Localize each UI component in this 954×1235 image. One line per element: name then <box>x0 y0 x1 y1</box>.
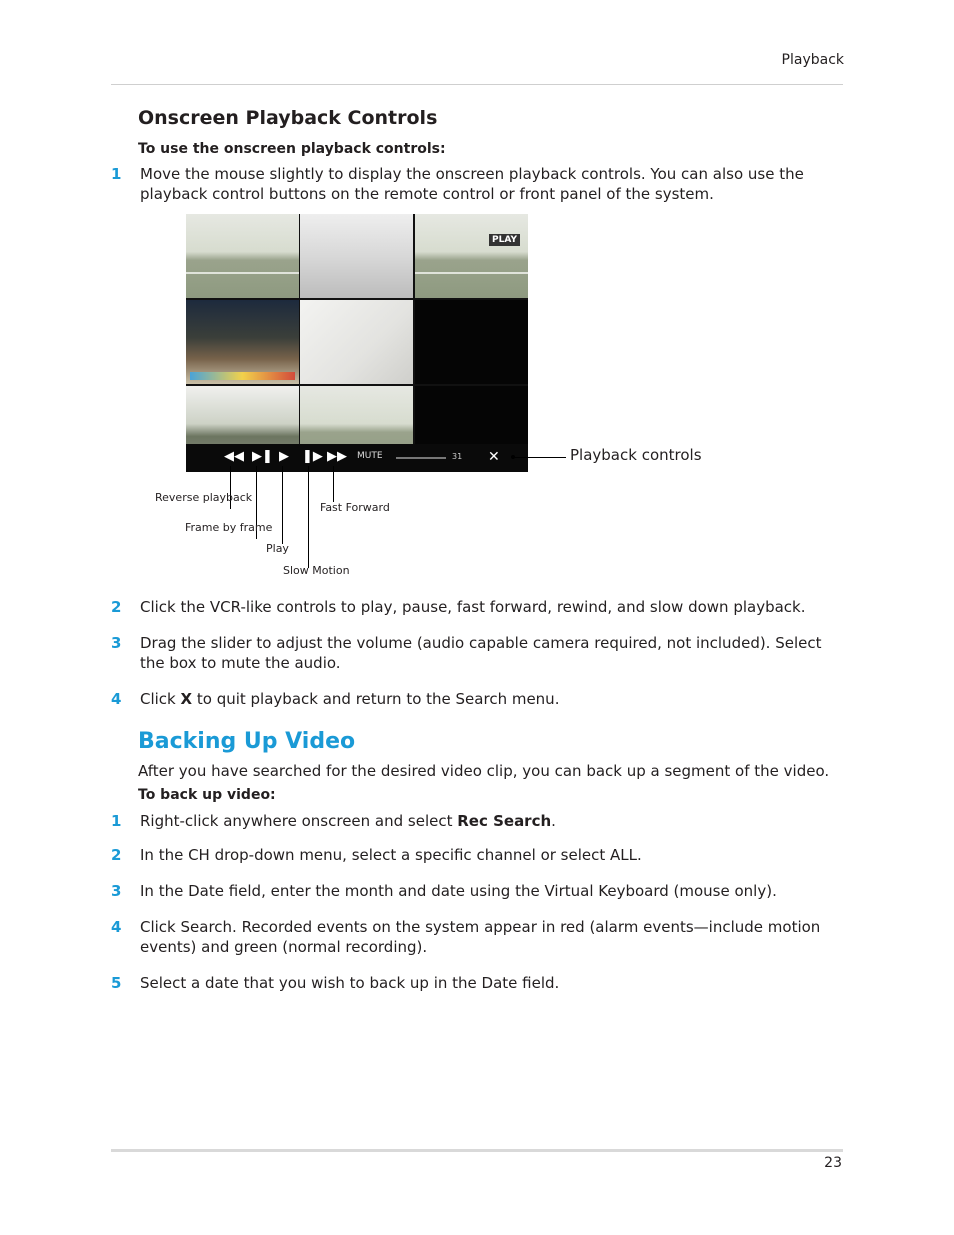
step-text: In the CH drop-down menu, select a specific channel or select ALL. <box>140 846 642 864</box>
step-text <box>140 689 840 709</box>
step-text: Move the mouse slightly to display the onscreen playback controls. You can also use the playback control buttons on the remote control or front panel of the system. <box>140 165 804 203</box>
section-title-backup: Backing Up Video <box>138 729 356 754</box>
frame-by-frame-icon[interactable]: ▶❚ <box>252 449 273 464</box>
camera-cell <box>415 300 528 384</box>
footer-rule <box>111 1149 843 1152</box>
step-text: Click the VCR-like controls to play, pause, fast forward, rewind, and slow down playback. <box>140 598 806 616</box>
step-number: 1 <box>111 812 122 830</box>
step-number: 4 <box>111 690 122 708</box>
playback-controls-label: Playback controls <box>570 446 702 464</box>
close-icon[interactable]: ✕ <box>488 449 500 465</box>
step-number: 4 <box>111 918 122 936</box>
playback-screenshot <box>186 214 528 472</box>
callout-line <box>308 466 309 568</box>
camera-cell <box>300 214 413 298</box>
camera-cell <box>186 214 299 298</box>
callout-dot <box>511 455 515 459</box>
mute-checkbox[interactable]: MUTE <box>357 451 383 461</box>
step-text-part: to quit playback and return to the Search menu. <box>192 690 560 708</box>
volume-value: 31 <box>452 452 463 461</box>
callout-line <box>333 466 334 502</box>
section-title-onscreen: Onscreen Playback Controls <box>138 107 438 129</box>
step-text <box>140 811 840 831</box>
step-number: 3 <box>111 634 122 652</box>
step-text: Click Search. Recorded events on the system appear in red (alarm events—include motion events) and green (normal recording). <box>140 918 821 956</box>
procedure-heading: To use the onscreen playback controls: <box>138 141 446 157</box>
procedure-heading: To back up video: <box>138 787 276 803</box>
play-icon[interactable]: ▶ <box>279 449 289 464</box>
play-label: Play <box>266 542 289 555</box>
slow-motion-icon[interactable]: ❚▶ <box>302 449 323 464</box>
reverse-playback-label: Reverse playback <box>155 491 253 504</box>
volume-slider[interactable] <box>396 457 446 459</box>
header-rule <box>111 84 843 85</box>
playback-control-bar <box>186 444 528 472</box>
fast-forward-icon[interactable]: ▶▶ <box>327 449 347 464</box>
frame-by-frame-label: Frame by frame <box>185 521 273 534</box>
slow-motion-label: Slow Motion <box>283 564 350 577</box>
step-number: 2 <box>111 598 122 616</box>
ticker-bar <box>190 372 295 380</box>
step-text-bold: X <box>180 690 193 708</box>
step-number: 5 <box>111 974 122 992</box>
callout-line <box>282 466 283 544</box>
play-badge: PLAY <box>489 234 520 246</box>
intro-paragraph: After you have searched for the desired video clip, you can back up a segment of the video. <box>138 762 830 780</box>
step-number: 2 <box>111 846 122 864</box>
step-text-part: Click <box>140 690 181 708</box>
running-header: Playback <box>781 52 844 68</box>
step-text: Drag the slider to adjust the volume (audio capable camera required, not included). Select the box to mute the audio. <box>140 634 822 672</box>
camera-cell <box>186 300 299 384</box>
step-text: Select a date that you wish to back up in the Date field. <box>140 974 560 992</box>
camera-cell <box>415 214 528 298</box>
camera-cell <box>300 300 413 384</box>
step-text-part: . <box>551 812 556 830</box>
step-number: 3 <box>111 882 122 900</box>
fast-forward-label: Fast Forward <box>320 501 390 514</box>
step-text-bold: Rec Search <box>457 812 552 830</box>
step-number: 1 <box>111 165 122 183</box>
reverse-playback-icon[interactable]: ◀◀ <box>224 449 244 464</box>
page-number: 23 <box>824 1155 842 1171</box>
callout-line <box>511 457 566 458</box>
step-text: In the Date field, enter the month and date using the Virtual Keyboard (mouse only). <box>140 882 777 900</box>
step-text-part: Right-click anywhere onscreen and select <box>140 812 458 830</box>
